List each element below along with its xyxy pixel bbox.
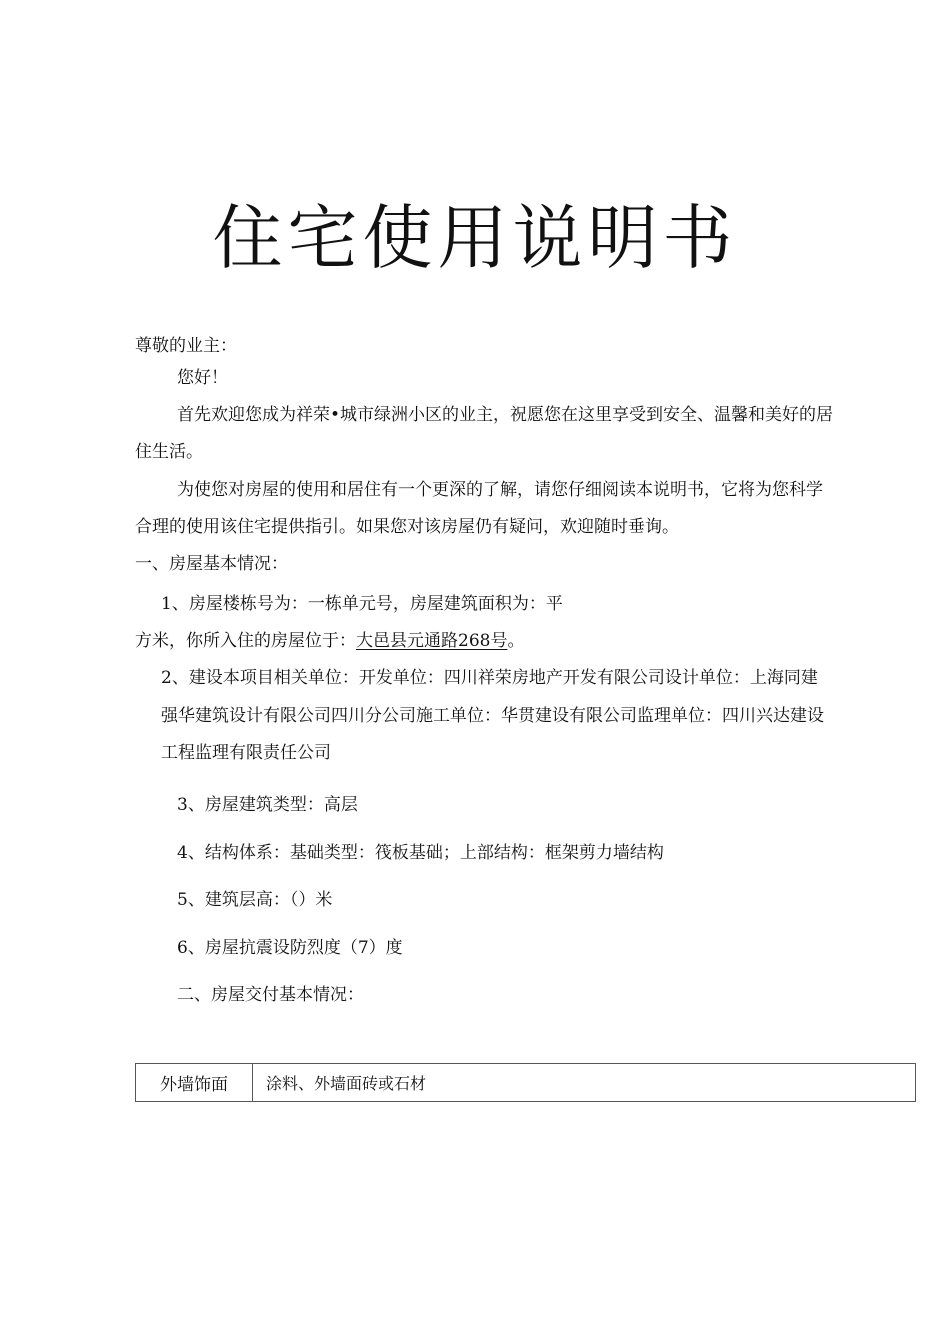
item-1-suffix: 。: [507, 631, 525, 651]
item-2-line-2: 强华建筑设计有限公司四川分公司施工单位：华贯建设有限公司监理单位：四川兴达建设: [161, 706, 824, 726]
intro-paragraph-1-line-1: 首先欢迎您成为祥荣•城市绿洲小区的业主，祝愿您在这里享受到安全、温馨和美好的居: [177, 405, 834, 425]
item-1-prefix: 方米，你所入住的房屋位于：: [135, 631, 356, 651]
item-5: 5、建筑层高：（）米: [177, 890, 333, 910]
intro-paragraph-2-line-1: 为使您对房屋的使用和居住有一个更深的了解，请您仔细阅读本说明书，它将为您科学: [177, 480, 823, 500]
section-1-heading: 一、房屋基本情况：: [135, 554, 288, 574]
delivery-info-table: [135, 1063, 916, 1102]
intro-paragraph-1-line-2: 住生活。: [135, 442, 203, 462]
table-cell-value: 涂料、外墙面砖或石材: [253, 1064, 916, 1102]
item-6: 6、房屋抗震设防烈度（7）度: [177, 938, 403, 958]
section-2-heading: 二、房屋交付基本情况：: [177, 985, 364, 1005]
item-3: 3、房屋建筑类型：高层: [177, 795, 358, 815]
hello-line: 您好！: [177, 368, 228, 388]
item-1-line-1: 1、房屋楼栋号为：一栋单元号，房屋建筑面积为：平: [161, 594, 563, 614]
item-1-line-2: [135, 629, 524, 653]
table-row: [136, 1064, 916, 1102]
table-cell-label: 外墙饰面: [136, 1064, 253, 1102]
item-2-line-3: 工程监理有限责任公司: [161, 743, 331, 763]
intro-paragraph-2-line-2: 合理的使用该住宅提供指引。如果您对该房屋仍有疑问，欢迎随时垂询。: [135, 517, 679, 537]
item-2-line-1: 2、建设本项目相关单位：开发单位：四川祥荣房地产开发有限公司设计单位：上海同建: [161, 668, 818, 688]
document-title: 住宅使用说明书: [212, 197, 738, 279]
item-4: 4、结构体系：基础类型：筏板基础；上部结构：框架剪力墙结构: [177, 843, 664, 863]
house-address: 大邑县元通路268号: [356, 631, 508, 651]
greeting: 尊敬的业主：: [135, 336, 237, 356]
